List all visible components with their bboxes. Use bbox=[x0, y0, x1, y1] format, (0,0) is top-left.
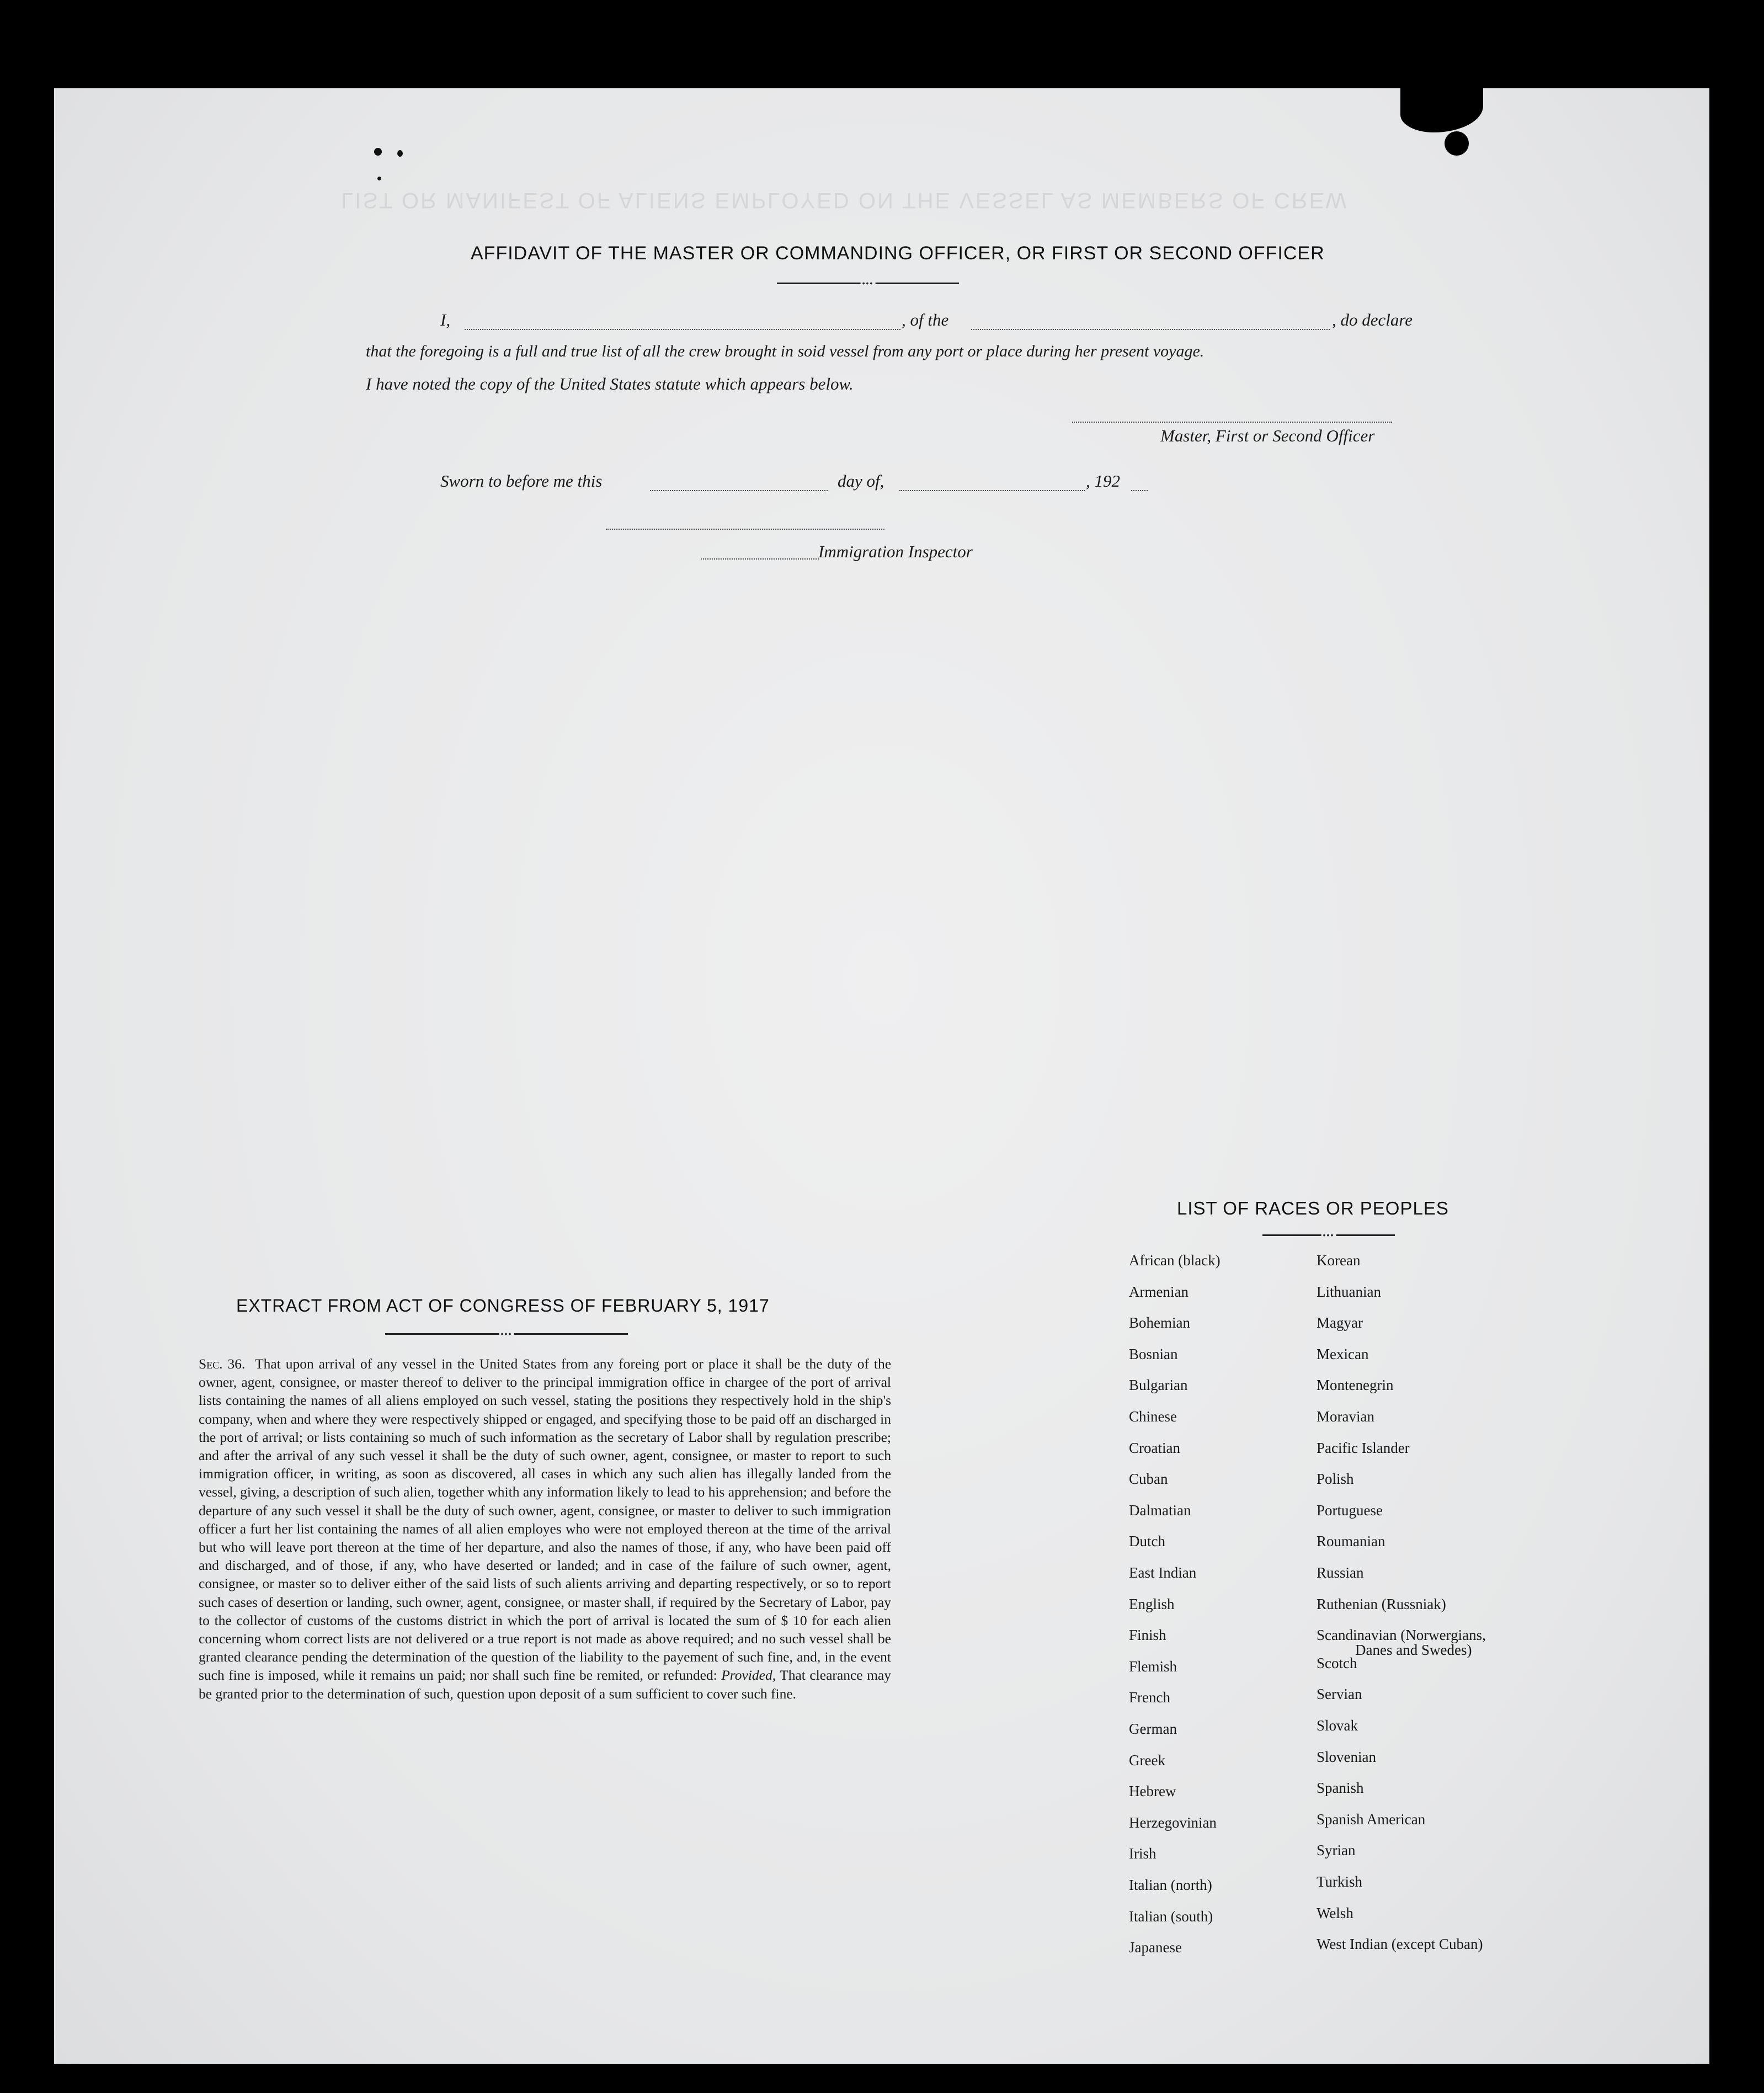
race-item: Welsh bbox=[1317, 1904, 1353, 1921]
section-number: Sec. 36. bbox=[199, 1356, 246, 1372]
races-title: LIST OF RACES OR PEOPLES bbox=[1177, 1198, 1449, 1218]
race-item: Spanish American bbox=[1317, 1810, 1426, 1828]
race-item: Bulgarian bbox=[1129, 1377, 1188, 1394]
extract-provided: Provided, bbox=[721, 1667, 776, 1684]
inspector-signature-field[interactable] bbox=[606, 529, 884, 530]
extract-body bbox=[199, 1355, 891, 1703]
inspector-label: Immigration Inspector bbox=[818, 542, 973, 561]
race-item: German bbox=[1129, 1721, 1177, 1737]
race-item: Lithuanian bbox=[1317, 1283, 1381, 1300]
race-item: Turkish bbox=[1317, 1873, 1363, 1890]
race-item: English bbox=[1129, 1595, 1175, 1612]
day-of-label: day of, bbox=[838, 471, 884, 491]
month-field[interactable] bbox=[899, 490, 1085, 491]
race-item: Roumanian bbox=[1317, 1533, 1385, 1550]
race-item: East Indian bbox=[1129, 1564, 1197, 1581]
binder-hole bbox=[1726, 380, 1750, 404]
race-item: Danes and Swedes) bbox=[1355, 1642, 1472, 1659]
race-item: Polish bbox=[1317, 1471, 1354, 1488]
bleed-through-text: LIST OR MANIFEST OF ALIENS EMPLOYED ON THE VESSEL AS MEMBERS OF CREW bbox=[341, 188, 1349, 212]
race-item: Croatian bbox=[1129, 1439, 1180, 1456]
affidavit-title: AFFIDAVIT OF THE MASTER OR COMMANDING OFFICER, OR FIRST OR SECOND OFFICER bbox=[471, 243, 1325, 264]
race-item: Korean bbox=[1317, 1252, 1361, 1269]
extract-text-end: That clearance may be granted prior to the determination of such, question upon deposit of a sum sufficient to cover such fine. bbox=[199, 1667, 891, 1702]
year-label: , 192 bbox=[1086, 471, 1120, 491]
affidavit-do-declare: , do declare bbox=[1332, 310, 1413, 329]
binder-hole bbox=[1736, 1297, 1760, 1321]
race-item: Montenegrin bbox=[1317, 1377, 1394, 1394]
race-item: Armenian bbox=[1129, 1283, 1189, 1300]
race-item: Hebrew bbox=[1129, 1783, 1176, 1800]
race-item: Ruthenian (Russniak) bbox=[1317, 1595, 1446, 1612]
master-signature-field[interactable] bbox=[1072, 422, 1392, 423]
race-item: Dutch bbox=[1129, 1533, 1165, 1550]
race-item: Japanese bbox=[1129, 1939, 1182, 1956]
binder-hole bbox=[1730, 290, 1755, 314]
race-item: Herzegovinian bbox=[1129, 1814, 1217, 1831]
name-field[interactable] bbox=[465, 329, 900, 330]
sworn-day-field[interactable] bbox=[650, 490, 828, 491]
binder-hole bbox=[1736, 1388, 1760, 1412]
affidavit-i: I, bbox=[440, 310, 451, 329]
race-item: Scotch bbox=[1317, 1654, 1357, 1671]
document-page bbox=[54, 88, 1709, 2064]
race-item: Finish bbox=[1129, 1627, 1166, 1644]
extract-text-main: That upon arrival of any vessel in the United States from any foreing port or place it shall be the duty of the owner, agent, consignee, or master thereof to deliver to the principal immigration office in chargee of the port of arrival lists containing the names of all aliens employed on such vessel, stating the positions they respectively hold in the ship's company, when and where they were respectively shipped or engaged, and specifying those to be paid off an discharged in the port of arrival; or lists containing so much of such information as the secretary of Labor shall by regulation prescribe; and after the arrival of any such vessel it shall be the duty of such owner, agent, consignee, or master to report to such immigration officer, in writing, as soon as discovered, all cases in which any such alien has illegally landed from the vessel, giving, a description of such alien, together whith any information likely to lead to his apprehension; and before the departure of any such vessel it shall be the duty of such owner, agent, consignee, or master to deliver to such immigration officer a furt her list containing the names of all alien employes who were not employed thereon at the time of the arrival but who will leave port thereon at the time of her departure, and also the names of those, if any, who have been paid off and discharged, and of those, if any, who have deserted or landed; and in case of the failure of such owner, agent, consignee, or master so to deliver either of the said lists of such alients arriving and departing respectively, or so to report such cases of desertion or landing, such owner, agent, consignee, or master shall, if required by the Secretary of Labor, pay to the collector of customs of the customs district in which the port of arrival is located the sum of $ 10 for each alien concerning whom correct lists are not delivered or a true report is not made as above required; and no such vessel shall be granted clearance pending the determination of the question of the liability to the payement of such fine, and, in the event such fine is imposed, while it remains un paid; nor shall such fine be remited, or refunded: bbox=[199, 1356, 892, 1684]
race-item: Dalmatian bbox=[1129, 1501, 1191, 1519]
race-item: Cuban bbox=[1129, 1471, 1168, 1488]
binder-hole bbox=[1726, 758, 1750, 782]
binder-hole bbox=[1445, 131, 1469, 156]
race-item: Pacific Islander bbox=[1317, 1439, 1410, 1456]
ink-speck bbox=[374, 148, 382, 156]
race-item: Irish bbox=[1129, 1845, 1157, 1862]
races-rule: ••• bbox=[1262, 1234, 1395, 1236]
affidavit-statement: that the foregoing is a full and true list of all the crew brought in soid vessel from any port or place during her present voyage. bbox=[366, 342, 1205, 360]
race-item: Bosnian bbox=[1129, 1345, 1178, 1362]
race-item: Italian (south) bbox=[1129, 1908, 1213, 1925]
race-item: Magyar bbox=[1317, 1314, 1363, 1332]
race-item: Greek bbox=[1129, 1751, 1165, 1769]
ink-speck bbox=[377, 177, 381, 180]
sworn-label: Sworn to before me this bbox=[440, 471, 603, 491]
race-item: Moravian bbox=[1317, 1408, 1374, 1425]
year-field[interactable] bbox=[1131, 490, 1148, 491]
race-item: French bbox=[1129, 1689, 1170, 1706]
race-item: Spanish bbox=[1317, 1780, 1364, 1797]
race-item: Italian (north) bbox=[1129, 1877, 1212, 1893]
extract-title: EXTRACT FROM ACT OF CONGRESS OF FEBRUARY 5, 1917 bbox=[236, 1296, 770, 1316]
race-item: Slovak bbox=[1317, 1717, 1358, 1734]
race-item: Syrian bbox=[1317, 1842, 1356, 1859]
race-item: Servian bbox=[1317, 1686, 1362, 1703]
race-item: West Indian (except Cuban) bbox=[1317, 1936, 1483, 1953]
race-item: Slovenian bbox=[1317, 1748, 1376, 1765]
race-item: Scandinavian (Norwergians, bbox=[1317, 1627, 1486, 1644]
affidavit-statute-note: I have noted the copy of the United States statute which appears below. bbox=[366, 374, 854, 393]
binder-hole bbox=[1726, 668, 1750, 692]
race-item: Russian bbox=[1317, 1564, 1364, 1581]
master-label: Master, First or Second Officer bbox=[1160, 426, 1375, 445]
binder-hole bbox=[1736, 1767, 1760, 1791]
ink-speck bbox=[397, 150, 403, 157]
title-rule: ••• bbox=[777, 283, 959, 284]
inspector-name-field[interactable] bbox=[701, 558, 819, 560]
affidavit-of-the: , of the bbox=[902, 310, 949, 329]
extract-rule: ••• bbox=[385, 1333, 628, 1335]
torn-corner bbox=[1400, 88, 1483, 132]
race-item: Portuguese bbox=[1317, 1501, 1383, 1519]
race-item: Mexican bbox=[1317, 1345, 1369, 1362]
race-item: Bohemian bbox=[1129, 1314, 1190, 1332]
race-item: African (black) bbox=[1129, 1252, 1221, 1269]
race-item: Flemish bbox=[1129, 1658, 1177, 1675]
vessel-field[interactable] bbox=[971, 329, 1330, 330]
binder-hole bbox=[1736, 1676, 1760, 1701]
race-item: Chinese bbox=[1129, 1408, 1177, 1425]
